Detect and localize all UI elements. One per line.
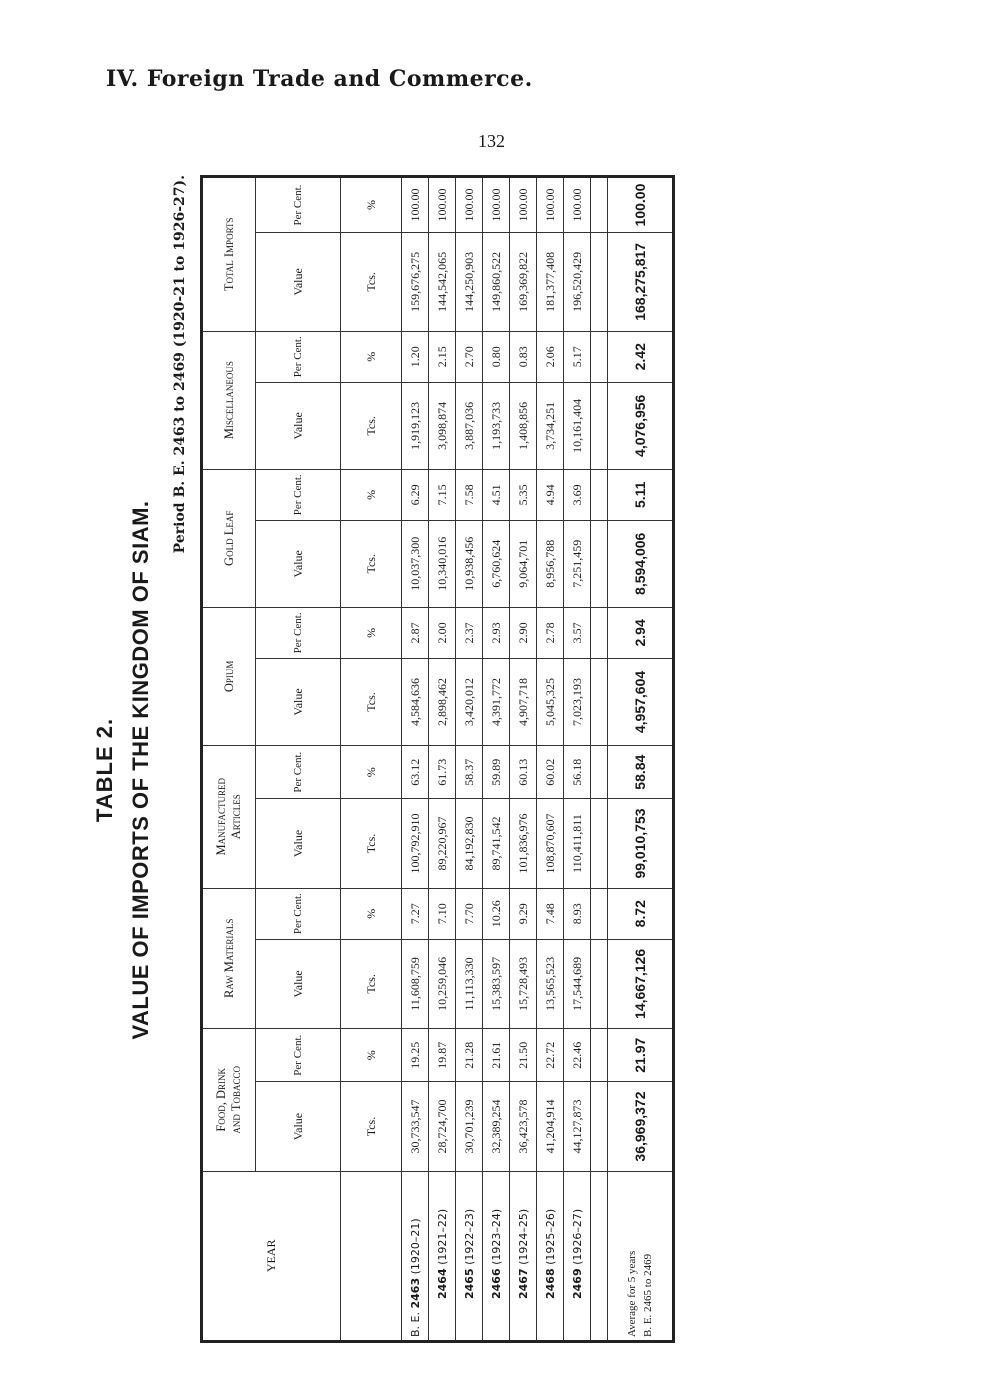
units-year-blank: [341, 1171, 402, 1341]
average-percent-cell: 100.00: [608, 177, 674, 233]
year-be: 2467: [516, 1268, 530, 1299]
value-cell: 110,411,811: [564, 799, 591, 888]
percent-cell: 5.35: [510, 469, 537, 520]
value-subheader: Value: [256, 799, 341, 888]
year-cell: [510, 1171, 537, 1341]
percent-cell: 2.70: [456, 331, 483, 382]
value-cell: 3,098,874: [429, 382, 456, 469]
value-cell: 28,724,700: [429, 1082, 456, 1171]
section-heading: IV. Foreign Trade and Commerce.: [106, 66, 533, 92]
value-subheader: Value: [256, 659, 341, 746]
unit-percent: %: [341, 607, 402, 658]
percent-cell: 2.15: [429, 331, 456, 382]
value-cell: 36,423,578: [510, 1082, 537, 1171]
percent-subheader: Per Cent.: [256, 469, 341, 520]
value-cell: 1,193,733: [483, 382, 510, 469]
percent-cell: 100.00: [537, 177, 564, 233]
value-cell: 8,956,788: [537, 520, 564, 607]
value-cell: 89,741,542: [483, 799, 510, 888]
table-row: [564, 177, 591, 1342]
value-cell: 1,408,856: [510, 382, 537, 469]
value-cell: 2,898,462: [429, 659, 456, 746]
value-cell: 5,045,325: [537, 659, 564, 746]
table-row: [402, 177, 429, 1342]
group-header: Food, Drink and Tobacco: [202, 1028, 256, 1171]
year-be: 2468: [543, 1268, 557, 1299]
percent-cell: 0.83: [510, 331, 537, 382]
average-value-cell: 8,594,006: [608, 520, 674, 607]
unit-value: Tcs.: [341, 520, 402, 607]
unit-percent: %: [341, 888, 402, 939]
imports-table: [200, 175, 675, 1343]
value-cell: 10,938,456: [456, 520, 483, 607]
average-percent-cell: 2.42: [608, 331, 674, 382]
year-be: 2463: [408, 1277, 422, 1309]
year-ad: (1925–26): [543, 1208, 557, 1265]
percent-cell: 60.02: [537, 745, 564, 798]
value-cell: 196,520,429: [564, 233, 591, 332]
percent-cell: 100.00: [564, 177, 591, 233]
page-number: 132: [478, 131, 505, 151]
table-row: [483, 177, 510, 1342]
average-percent-cell: 8.72: [608, 888, 674, 939]
year-cell: [429, 1171, 456, 1341]
group-header: Gold Leaf: [202, 469, 256, 607]
percent-subheader: Per Cent.: [256, 745, 341, 798]
value-cell: 7,251,459: [564, 520, 591, 607]
percent-cell: 4.51: [483, 469, 510, 520]
percent-cell: 56.18: [564, 745, 591, 798]
table-label: TABLE 2.: [92, 717, 117, 823]
table-row: [429, 177, 456, 1342]
year-cell: [564, 1171, 591, 1341]
value-cell: 108,870,607: [537, 799, 564, 888]
percent-cell: 22.72: [537, 1028, 564, 1081]
percent-cell: 60.13: [510, 745, 537, 798]
percent-cell: 58.37: [456, 745, 483, 798]
percent-subheader: Per Cent.: [256, 888, 341, 939]
percent-cell: 8.93: [564, 888, 591, 939]
table-period: Period B. E. 2463 to 2469 (1920-21 to 1926-27).: [172, 175, 188, 554]
percent-subheader: Per Cent.: [256, 1028, 341, 1081]
percent-cell: 7.58: [456, 469, 483, 520]
value-subheader: Value: [256, 520, 341, 607]
percent-cell: 7.70: [456, 888, 483, 939]
average-percent-cell: 2.94: [608, 607, 674, 658]
year-ad: (1924–25): [516, 1208, 530, 1265]
percent-cell: 2.06: [537, 331, 564, 382]
percent-cell: 21.28: [456, 1028, 483, 1081]
value-cell: 89,220,967: [429, 799, 456, 888]
percent-cell: 21.61: [483, 1028, 510, 1081]
average-label: Average for 5 years B. E. 2465 to 2469: [608, 1171, 674, 1341]
sub-header-row: [256, 177, 341, 1342]
value-cell: 4,584,636: [402, 659, 429, 746]
unit-value: Tcs.: [341, 382, 402, 469]
percent-cell: 4.94: [537, 469, 564, 520]
average-percent-cell: 21.97: [608, 1028, 674, 1081]
percent-subheader: Per Cent.: [256, 331, 341, 382]
value-subheader: Value: [256, 382, 341, 469]
value-subheader: Value: [256, 939, 341, 1028]
table-title: VALUE OF IMPORTS OF THE KINGDOM OF SIAM.: [128, 500, 153, 1040]
group-header: Miscellaneous: [202, 331, 256, 469]
value-cell: 15,383,597: [483, 939, 510, 1028]
average-percent-cell: 58.84: [608, 745, 674, 798]
value-cell: 30,733,547: [402, 1082, 429, 1171]
value-cell: 181,377,408: [537, 233, 564, 332]
percent-cell: 63.12: [402, 745, 429, 798]
percent-cell: 100.00: [483, 177, 510, 233]
value-cell: 11,113,330: [456, 939, 483, 1028]
percent-cell: 6.29: [402, 469, 429, 520]
group-header: Raw Materials: [202, 888, 256, 1028]
percent-cell: 7.15: [429, 469, 456, 520]
average-value-cell: 4,076,956: [608, 382, 674, 469]
group-header: Total Imports: [202, 177, 256, 332]
value-cell: 30,701,239: [456, 1082, 483, 1171]
value-cell: 10,161,404: [564, 382, 591, 469]
group-header-row: [202, 177, 256, 1342]
value-subheader: Value: [256, 233, 341, 332]
percent-cell: 21.50: [510, 1028, 537, 1081]
value-cell: 4,907,718: [510, 659, 537, 746]
value-cell: 44,127,873: [564, 1082, 591, 1171]
value-cell: 144,250,903: [456, 233, 483, 332]
value-cell: 6,760,624: [483, 520, 510, 607]
value-cell: 3,420,012: [456, 659, 483, 746]
year-ad: (1920–21): [408, 1218, 422, 1275]
year-column-header: YEAR: [202, 1171, 341, 1341]
value-cell: 1,919,123: [402, 382, 429, 469]
percent-subheader: Per Cent.: [256, 177, 341, 233]
year-ad: (1921–22): [435, 1208, 449, 1265]
unit-value: Tcs.: [341, 659, 402, 746]
percent-cell: 3.69: [564, 469, 591, 520]
percent-cell: 100.00: [456, 177, 483, 233]
year-ad: (1923–24): [489, 1208, 503, 1265]
percent-cell: 7.10: [429, 888, 456, 939]
value-cell: 9,064,701: [510, 520, 537, 607]
value-cell: 84,192,830: [456, 799, 483, 888]
unit-percent: %: [341, 177, 402, 233]
percent-cell: 7.48: [537, 888, 564, 939]
value-cell: 10,340,016: [429, 520, 456, 607]
table-row: [510, 177, 537, 1342]
table-row: [456, 177, 483, 1342]
value-cell: 3,887,036: [456, 382, 483, 469]
year-be: 2465: [462, 1268, 476, 1299]
value-cell: 159,676,275: [402, 233, 429, 332]
percent-cell: 10.26: [483, 888, 510, 939]
year-ad: (1922–23): [462, 1208, 476, 1265]
units-row: [341, 177, 402, 1342]
average-value-cell: 4,957,604: [608, 659, 674, 746]
unit-value: Tcs.: [341, 1082, 402, 1171]
value-cell: 144,542,065: [429, 233, 456, 332]
year-be: 2464: [435, 1268, 449, 1299]
value-cell: 3,734,251: [537, 382, 564, 469]
average-percent-cell: 5.11: [608, 469, 674, 520]
percent-cell: 2.93: [483, 607, 510, 658]
value-cell: 101,836,976: [510, 799, 537, 888]
year-be: 2466: [489, 1268, 503, 1299]
value-cell: 149,860,522: [483, 233, 510, 332]
percent-cell: 2.78: [537, 607, 564, 658]
unit-value: Tcs.: [341, 799, 402, 888]
value-cell: 7,023,193: [564, 659, 591, 746]
value-cell: 11,608,759: [402, 939, 429, 1028]
value-cell: 32,389,254: [483, 1082, 510, 1171]
percent-cell: 5.17: [564, 331, 591, 382]
unit-value: Tcs.: [341, 233, 402, 332]
percent-cell: 100.00: [402, 177, 429, 233]
average-value-cell: 99,010,753: [608, 799, 674, 888]
percent-cell: 2.37: [456, 607, 483, 658]
year-cell: [456, 1171, 483, 1341]
percent-cell: 2.90: [510, 607, 537, 658]
year-cell: [537, 1171, 564, 1341]
year-cell: [483, 1171, 510, 1341]
value-cell: 17,544,689: [564, 939, 591, 1028]
rotated-table-block: [90, 175, 760, 1365]
group-header: Opium: [202, 607, 256, 745]
average-row: [608, 177, 674, 1342]
percent-cell: 1.20: [402, 331, 429, 382]
unit-percent: %: [341, 469, 402, 520]
year-prefix: B. E.: [408, 1312, 422, 1337]
percent-cell: 2.00: [429, 607, 456, 658]
percent-cell: 100.00: [510, 177, 537, 233]
percent-subheader: Per Cent.: [256, 607, 341, 658]
percent-cell: 19.87: [429, 1028, 456, 1081]
average-value-cell: 14,667,126: [608, 939, 674, 1028]
percent-cell: 3.57: [564, 607, 591, 658]
value-cell: 13,565,523: [537, 939, 564, 1028]
percent-cell: 61.73: [429, 745, 456, 798]
value-cell: 10,037,300: [402, 520, 429, 607]
percent-cell: 19.25: [402, 1028, 429, 1081]
percent-cell: 0.80: [483, 331, 510, 382]
value-cell: 41,204,914: [537, 1082, 564, 1171]
average-value-cell: 168,275,817: [608, 233, 674, 332]
value-cell: 10,259,046: [429, 939, 456, 1028]
year-be: 2469: [570, 1268, 584, 1299]
value-cell: 100,792,910: [402, 799, 429, 888]
unit-percent: %: [341, 745, 402, 798]
percent-cell: 59.89: [483, 745, 510, 798]
year-ad: (1926–27): [570, 1208, 584, 1265]
table-row: [537, 177, 564, 1342]
year-cell: [402, 1171, 429, 1341]
percent-cell: 9.29: [510, 888, 537, 939]
value-cell: 15,728,493: [510, 939, 537, 1028]
unit-percent: %: [341, 1028, 402, 1081]
percent-cell: 22.46: [564, 1028, 591, 1081]
percent-cell: 100.00: [429, 177, 456, 233]
value-subheader: Value: [256, 1082, 341, 1171]
value-cell: 169,369,822: [510, 233, 537, 332]
percent-cell: 7.27: [402, 888, 429, 939]
unit-percent: %: [341, 331, 402, 382]
unit-value: Tcs.: [341, 939, 402, 1028]
percent-cell: 2.87: [402, 607, 429, 658]
value-cell: 4,391,772: [483, 659, 510, 746]
group-header: Manufactured Articles: [202, 745, 256, 888]
average-value-cell: 36,969,372: [608, 1082, 674, 1171]
